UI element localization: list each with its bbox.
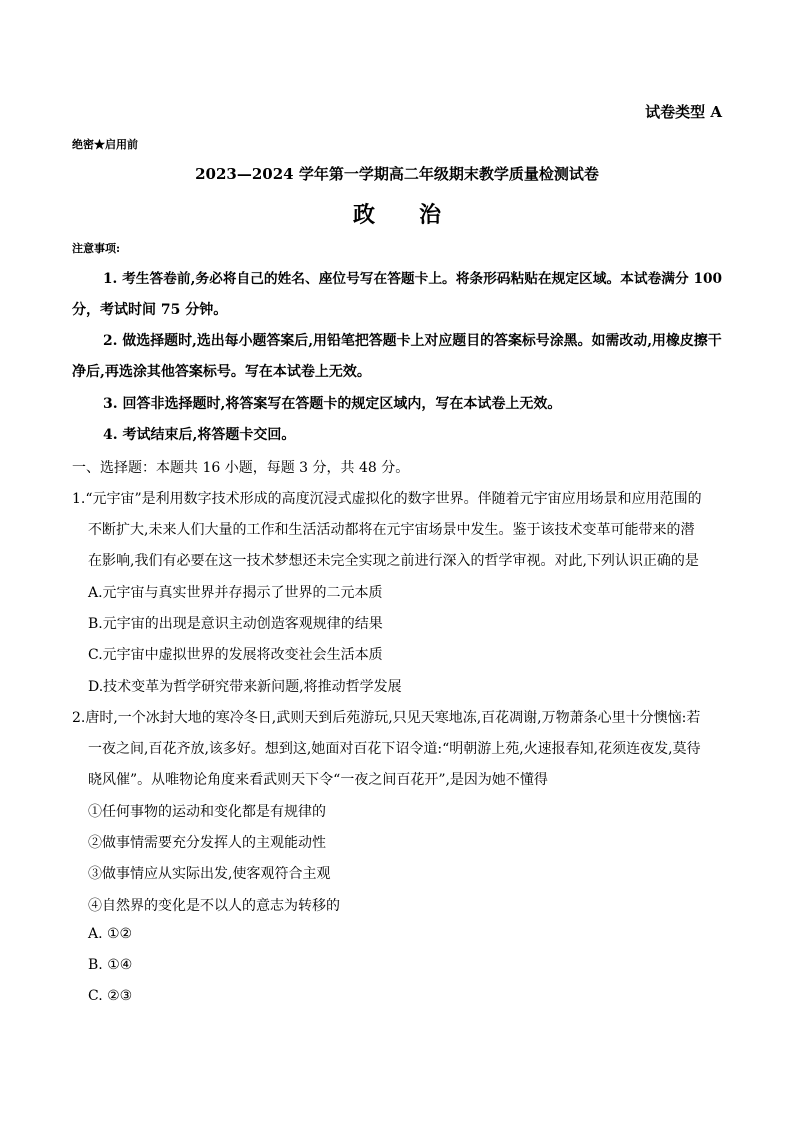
- paper-type-label: 试卷类型 A: [645, 103, 722, 121]
- notice-item-1-line-1: 1. 考生答卷前,务必将自己的姓名、座位号写在答题卡上。将条形码粘贴在规定区域。本试卷满分 100: [103, 271, 723, 287]
- subject-title: 政 治: [352, 202, 441, 228]
- question-1-option-d: D.技术变革为哲学研究带来新问题,将推动哲学发展: [88, 679, 402, 695]
- exam-title: 2023—2024 学年第一学期高二年级期末教学质量检测试卷: [195, 165, 599, 183]
- question-2-line-1: 2.唐时,一个冰封大地的寒冷冬日,武则天到后苑游玩,只见天寒地冻,百花凋谢,万物萧条心里十分懊恼:若: [72, 710, 701, 726]
- question-2-line-2: 一夜之间,百花齐放,该多好。想到这,她面对百花下诏令道:“明朝游上苑,火速报春知,花须连夜发,莫待: [88, 741, 701, 757]
- question-2-statement-1: ①任何事物的运动和变化都是有规律的: [88, 804, 326, 820]
- question-1-option-b: B.元宇宙的出现是意识主动创造客观规律的结果: [88, 616, 383, 632]
- question-2-statement-2: ②做事情需要充分发挥人的主观能动性: [88, 835, 326, 851]
- question-2-statement-3: ③做事情应从实际出发,使客观符合主观: [88, 866, 331, 882]
- question-2-option-b: B. ①④: [88, 957, 133, 973]
- secret-label: 绝密★启用前: [72, 138, 138, 151]
- question-1-line-3: 在影响,我们有必要在这一技术梦想还未完全实现之前进行深入的哲学审视。对此,下列认识正确的是: [88, 553, 699, 569]
- question-2-line-3: 晓风催”。从唯物论角度来看武则天下令“一夜之间百花开”,是因为她不懂得: [88, 772, 548, 788]
- question-2-statement-4: ④自然界的变化是不以人的意志为转移的: [88, 898, 340, 914]
- notice-item-2-line-2: 净后,再选涂其他答案标号。写在本试卷上无效。: [72, 364, 371, 380]
- notice-item-4: 4. 考试结束后,将答题卡交回。: [103, 427, 296, 443]
- question-1-line-2: 不断扩大,未来人们大量的工作和生活活动都将在元宇宙场景中发生。鉴于该技术变革可能带来的潜: [88, 522, 695, 538]
- question-2-option-c: C. ②③: [88, 988, 133, 1004]
- notice-item-3: 3. 回答非选择题时,将答案写在答题卡的规定区域内，写在本试卷上无效。: [103, 396, 562, 412]
- question-1-option-c: C.元宇宙中虚拟世界的发展将改变社会生活本质: [88, 647, 383, 663]
- question-2-option-a: A. ①②: [88, 926, 133, 942]
- notice-item-1-line-2: 分，考试时间 75 分钟。: [72, 302, 228, 318]
- question-1-line-1: 1.“元宇宙”是利用数字技术形成的高度沉浸式虚拟化的数字世界。伴随着元宇宙应用场景和应用范围的: [72, 491, 702, 507]
- notice-item-2-line-1: 2. 做选择题时,选出每小题答案后,用铅笔把答题卡上对应题目的答案标号涂黑。如需改动,用橡皮擦干: [103, 333, 722, 349]
- section-heading: 一、选择题：本题共 16 小题，每题 3 分，共 48 分。: [72, 460, 410, 476]
- question-1-option-a: A.元宇宙与真实世界并存揭示了世界的二元本质: [88, 585, 383, 601]
- notice-heading: 注意事项:: [72, 242, 121, 255]
